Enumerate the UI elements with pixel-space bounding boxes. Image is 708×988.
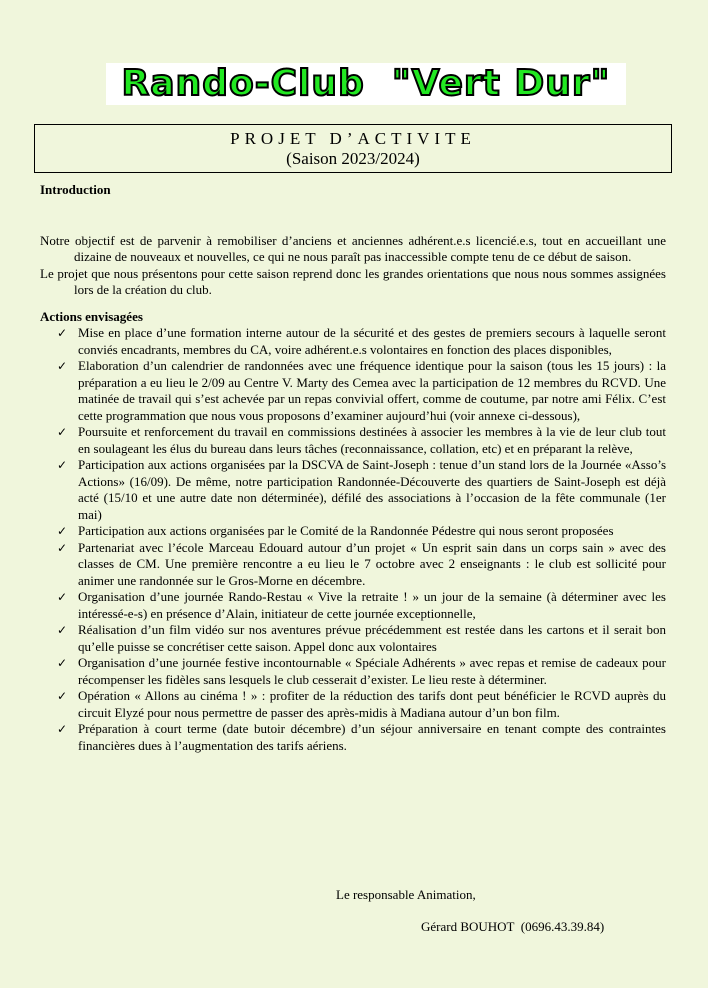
checkmark-icon: ✓ xyxy=(57,656,68,670)
contact-line: Gérard BOUHOT (0696.43.39.84) xyxy=(421,919,605,934)
checkmark-icon: ✓ xyxy=(57,689,68,703)
action-text: Mise en place d’une formation interne autour de la sécurité et des gestes de premiers secours à laquelle seront conviés encadrants, membres du CA, voire adhérent.e.s volontaires en fonction des places disponibles, xyxy=(78,325,666,357)
checkmark-icon: ✓ xyxy=(57,524,68,538)
actions-list xyxy=(40,325,666,754)
action-item xyxy=(40,424,666,457)
checkmark-icon: ✓ xyxy=(57,359,68,373)
action-text: Organisation d’une journée festive incontournable « Spéciale Adhérents » avec repas et remise de cadeaux pour récompenser les fidèles sans lesquels le club cesserait d’exister. Le lieu reste à déterminer. xyxy=(78,655,666,687)
action-item xyxy=(40,325,666,358)
checkmark-icon: ✓ xyxy=(57,590,68,604)
document-body xyxy=(40,182,666,754)
title-box xyxy=(34,124,672,173)
intro-heading: Introduction xyxy=(40,182,111,197)
action-item xyxy=(40,589,666,622)
action-item xyxy=(40,523,666,540)
checkmark-icon: ✓ xyxy=(57,425,68,439)
action-item xyxy=(40,457,666,523)
club-banner xyxy=(106,63,626,105)
document-subtitle: (Saison 2023/2024) xyxy=(286,149,420,168)
action-item xyxy=(40,622,666,655)
action-item xyxy=(40,688,666,721)
signature-line: Le responsable Animation, xyxy=(336,887,476,902)
action-text: Partenariat avec l’école Marceau Edouard autour d’un projet « Un esprit sain dans un corps sain » avec des classes de CM. Une première rencontre a eu lieu le 7 octobre avec 2 enseignants : le club est sollicité pour animer une randonnée sur le Gros-Morne en décembre. xyxy=(78,539,666,588)
intro-paragraph: Le projet que nous présentons pour cette saison reprend donc les grandes orientations que nous nous sommes assignées lors de la création du club. xyxy=(40,265,666,297)
action-text: Organisation d’une journée Rando-Restau « Vive la retraite ! » un jour de la semaine (à déterminer avec les intéressé-e-s) en présence d’Alain, initiateur de cette journée exceptionnelle, xyxy=(78,589,666,621)
checkmark-icon: ✓ xyxy=(57,458,68,472)
checkmark-icon: ✓ xyxy=(57,540,68,555)
action-item xyxy=(40,540,666,590)
action-item xyxy=(40,655,666,688)
actions-heading: Actions envisagées xyxy=(40,308,143,324)
document-title: PROJET D’ACTIVITE xyxy=(230,129,476,148)
action-item xyxy=(40,358,666,424)
action-text: Participation aux actions organisées par le Comité de la Randonnée Pédestre qui nous seront proposées xyxy=(78,523,614,538)
intro-paragraph: Notre objectif est de parvenir à remobiliser d’anciens et anciennes adhérent.e.s licencié.e.s, tout en accueillant une dizaine de nouveaux et nouvelles, ce qui ne nous paraît pas inaccessible compte tenu de ce début de saison. xyxy=(40,232,666,264)
action-text: Participation aux actions organisées par la DSCVA de Saint-Joseph : tenue d’un stand lors de la Journée «Asso’s Actions» (16/09). De même, notre participation Randonnée-Découverte des quartiers de Saint-Joseph est déjà acté (15/10 et une autre date non déterminée), défilé des associations à l’occasion de la fête communale (1er mai) xyxy=(78,457,666,522)
club-name: Rando-Club "Vert Dur" xyxy=(121,63,611,104)
action-text: Préparation à court terme (date butoir décembre) d’un séjour anniversaire en tenant compte des contraintes financières dues à l’augmentation des tarifs aériens. xyxy=(78,721,666,753)
action-text: Réalisation d’un film vidéo sur nos aventures prévue précédemment est restée dans les cartons et il serait bon qu’elle puisse se concrétiser cette saison. Appel donc aux volontaires xyxy=(78,622,666,654)
action-text: Poursuite et renforcement du travail en commissions destinées à associer les membres à la vie de leur club tout en soulageant les élus du bureau dans leurs tâches (reconnaissance, collation, etc) et en préparant la relève, xyxy=(78,424,666,456)
action-item xyxy=(40,721,666,754)
checkmark-icon: ✓ xyxy=(57,623,68,637)
checkmark-icon: ✓ xyxy=(57,722,68,736)
checkmark-icon: ✓ xyxy=(57,326,68,340)
action-text: Elaboration d’un calendrier de randonnées avec une fréquence identique pour la saison (tous les 15 jours) : la préparation a eu lieu le 2/09 au Centre V. Marty des Cemea avec la participation de 12 membres du RCVD. Une matinée de travail qui s’est achevée par un repas convivial offert, comme de coutume, par notre ami Félix. C’est cette programmation que nous vous proposons d’examiner aujourd’hui (voir annexe ci-dessous), xyxy=(78,358,666,423)
action-text: Opération « Allons au cinéma ! » : profiter de la réduction des tarifs dont peut bénéficier le RCVD auprès du circuit Elyzé pour nous permettre de passer des après-midis à Madiana autour d’un bon film. xyxy=(78,688,666,720)
